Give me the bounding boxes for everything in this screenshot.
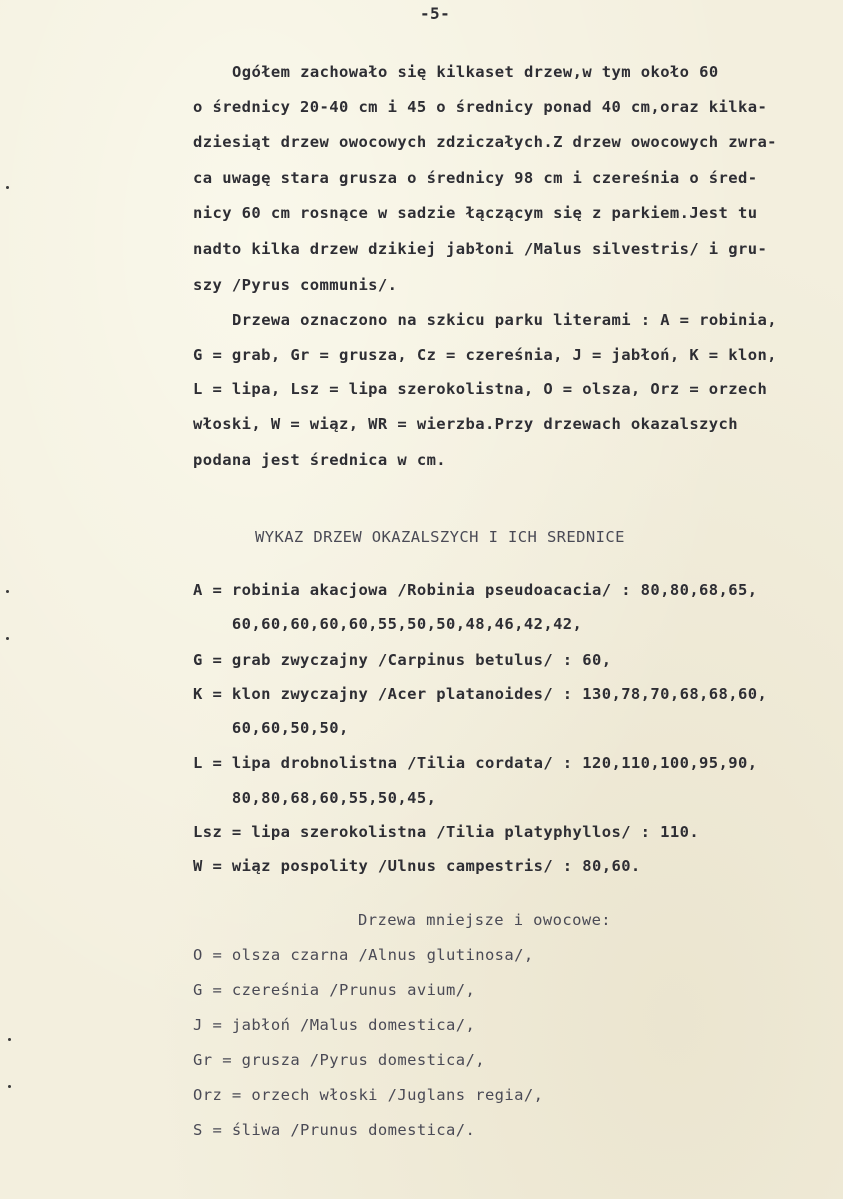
list-item: G = grab zwyczajny /Carpinus betulus/ : 60, [193, 651, 612, 669]
scan-speck [6, 637, 9, 640]
list-item: 60,60,50,50, [193, 719, 349, 737]
list-item: Orz = orzech włoski /Juglans regia/, [193, 1086, 544, 1104]
list-item: 60,60,60,60,60,55,50,50,48,46,42,42, [193, 615, 583, 633]
subheading: Drzewa mniejsze i owocowe: [358, 911, 612, 929]
list-item: J = jabłoń /Malus domestica/, [193, 1016, 476, 1034]
text-line: dziesiąt drzew owocowych zdziczałych.Z drzew owocowych zwra- [193, 133, 777, 151]
list-item: Gr = grusza /Pyrus domestica/, [193, 1051, 485, 1069]
text-line: szy /Pyrus communis/. [193, 276, 398, 294]
text-line: L = lipa, Lsz = lipa szerokolistna, O = olsza, Orz = orzech [193, 380, 768, 398]
list-item: 80,80,68,60,55,50,45, [193, 789, 437, 807]
scan-speck [8, 1038, 11, 1041]
scan-speck [8, 1085, 11, 1088]
text-line: Ogółem zachowało się kilkaset drzew,w tym około 60 [232, 63, 719, 81]
list-item: W = wiąz pospolity /Ulnus campestris/ : 80,60. [193, 857, 641, 875]
text-line: nicy 60 cm rosnące w sadzie łączącym się z parkiem.Jest tu [193, 204, 758, 222]
text-line: G = grab, Gr = grusza, Cz = czereśnia, J = jabłoń, K = klon, [193, 346, 777, 364]
page-number: -5- [420, 4, 451, 23]
text-line: włoski, W = wiąz, WR = wierzba.Przy drzewach okazalszych [193, 415, 738, 433]
section-heading: WYKAZ DRZEW OKAZALSZYCH I ICH SREDNICE [255, 528, 625, 546]
scan-speck [6, 590, 9, 593]
list-item: L = lipa drobnolistna /Tilia cordata/ : 120,110,100,95,90, [193, 754, 758, 772]
text-line: podana jest średnica w cm. [193, 451, 447, 469]
list-item: S = śliwa /Prunus domestica/. [193, 1121, 476, 1139]
scan-speck [6, 186, 9, 189]
text-line: ca uwagę stara grusza o średnicy 98 cm i czereśnia o śred- [193, 169, 758, 187]
text-line: nadto kilka drzew dzikiej jabłoni /Malus silvestris/ i gru- [193, 240, 768, 258]
text-line: o średnicy 20-40 cm i 45 o średnicy ponad 40 cm,oraz kilka- [193, 98, 768, 116]
list-item: G = czereśnia /Prunus avium/, [193, 981, 476, 999]
list-item: K = klon zwyczajny /Acer platanoides/ : 130,78,70,68,68,60, [193, 685, 768, 703]
list-item: Lsz = lipa szerokolistna /Tilia platyphyllos/ : 110. [193, 823, 700, 841]
text-line: Drzewa oznaczono na szkicu parku literami : A = robinia, [232, 311, 777, 329]
list-item: A = robinia akacjowa /Robinia pseudoacacia/ : 80,80,68,65, [193, 581, 758, 599]
list-item: O = olsza czarna /Alnus glutinosa/, [193, 946, 534, 964]
